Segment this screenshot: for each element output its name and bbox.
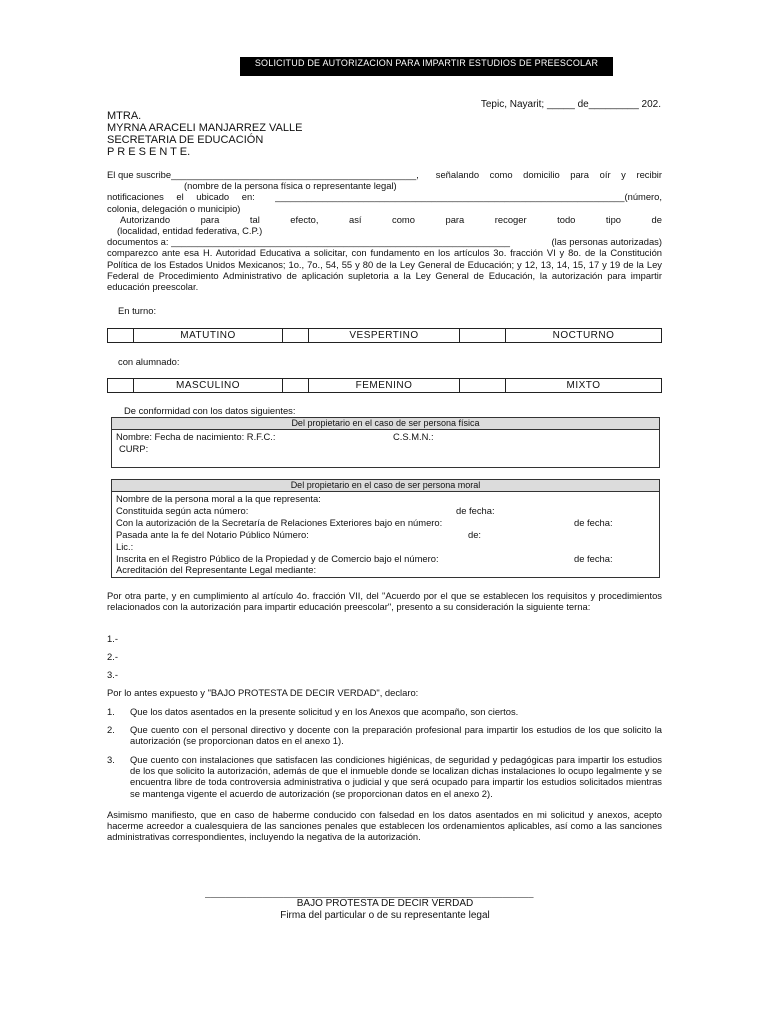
turno-option: VESPERTINO: [309, 329, 460, 343]
intro-paragraph: comparezco ante esa H. Autoridad Educativa a solicitar, con fundamento en los artículos 3o. fracción VI y 8o. de la Constitución Política de los Estados Unidos Mexicanos; 1o., 7o., 54, 55 y 80 de la Ley General de Educación; y 12, 13, 14, 15, 17 y 19 de la Ley Federal de Procedimiento Administrativo de aplicación supletoria a la Ley General de Educación, la autorización para impartir educación preescolar.: [107, 247, 662, 293]
protesta-item: Que cuento con instalaciones que satisfacen las condiciones higiénicas, de seguridad y pedagógicas para impartir los estudios de los que solicito la autorización, además de que el inmueble donde se localizan dichas instalaciones lo ocupo legalmente y se encuentra libre de toda controversia administrativa o judicial y que será ocupado para impartir los estudios solicitados mientras se mantenga vigente el acuerdo de autorización (se proporcionan datos en el anexo 2).: [130, 754, 662, 799]
turno-table: [107, 328, 662, 343]
moral-line: Nombre de la persona moral a la que representa:: [116, 493, 321, 504]
intro-block: [107, 169, 662, 292]
terna-item: 3.-: [107, 669, 118, 680]
terna-item: 1.-: [107, 633, 118, 644]
protesta-num: 2.: [107, 724, 115, 735]
datos-label: De conformidad con los datos siguientes:: [124, 405, 296, 416]
moral-line: de fecha:: [456, 505, 495, 516]
intro-text: notificaciones el ubicado en:: [107, 191, 255, 203]
addressee-line: P R E S E N T E.: [107, 146, 191, 158]
alumnado-label: con alumnado:: [118, 356, 180, 367]
signature-caption: BAJO PROTESTA DE DECIR VERDAD: [296, 898, 474, 909]
moral-line: de fecha:: [574, 553, 613, 564]
intro-text: documentos a:: [107, 236, 169, 248]
intro-text: señalando como domicilio para oír y recibir: [435, 169, 662, 180]
moral-line: Pasada ante la fe del Notario Público Número:: [116, 529, 309, 540]
address-blank[interactable]: ___________________________________________________________________: [275, 191, 625, 203]
intro-line-5: [107, 236, 662, 247]
addressee-line: MTRA.: [107, 110, 142, 122]
moral-line: Con la autorización de la Secretaría de Relaciones Exteriores bajo en número:: [116, 517, 443, 528]
alumnado-checkbox-mixto[interactable]: [460, 379, 506, 393]
moral-line: Lic.:: [116, 541, 134, 552]
addressee: [107, 110, 302, 158]
hint-location: (localidad, entidad federativa, C.P.): [117, 225, 263, 237]
intro-text: Autorizando para tal efecto, así como para recoger todo tipo de: [120, 213, 662, 225]
turno-checkbox-nocturno[interactable]: [460, 329, 506, 343]
terna-item: 2.-: [107, 651, 118, 662]
turno-checkbox-vespertino[interactable]: [283, 329, 309, 343]
protesta-intro: Por lo antes expuesto y "BAJO PROTESTA DE DECIR VERDAD", declaro:: [107, 687, 419, 698]
name-blank[interactable]: _______________________________________________,: [171, 169, 419, 180]
fisica-csmn: C.S.M.N.:: [393, 431, 434, 442]
turno-option: MATUTINO: [134, 329, 283, 343]
protesta-num: 1.: [107, 706, 115, 717]
protesta-item: Que los datos asentados en la presente solicitud y en los Anexos que acompaño, son ciertos.: [130, 706, 519, 717]
protesta-closing: Asimismo manifiesto, que en caso de haberme conducido con falsedad en los datos asentados en mi solicitud y anexos, acepto hacerme acreedor a cualesquiera de las sanciones penales que establecen los ordenamientos aplicables, así como a las sanciones administrativas correspondientes, incluyendo la negativa de la autorización.: [107, 809, 662, 843]
fisica-curp: CURP:: [119, 443, 149, 454]
hint-name: (nombre de la persona física o representante legal): [184, 180, 397, 192]
alumnado-option: MIXTO: [506, 379, 662, 393]
fisica-line-1: Nombre: Fecha de nacimiento: R.F.C.:: [116, 431, 276, 442]
intro-line-1: [107, 169, 662, 180]
signature-caption: Firma del particular o de su representante legal: [280, 910, 490, 921]
signature-line[interactable]: _______________________________________________________________: [205, 887, 534, 898]
alumnado-checkbox-femenino[interactable]: [283, 379, 309, 393]
alumnado-option: MASCULINO: [134, 379, 283, 393]
persona-fisica-box: [111, 417, 660, 468]
persona-moral-box: [111, 479, 660, 578]
moral-line: Constituida según acta número:: [116, 505, 249, 516]
addressee-line: MYRNA ARACELI MANJARREZ VALLE: [107, 122, 303, 134]
alumnado-checkbox-masculino[interactable]: [108, 379, 134, 393]
authorized-blank[interactable]: _________________________________________________________________: [171, 236, 511, 248]
form-title: SOLICITUD DE AUTORIZACION PARA IMPARTIR ESTUDIOS DE PREESCOLAR: [240, 57, 613, 76]
moral-line: Inscrita en el Registro Público de la Propiedad y de Comercio bajo el número:: [116, 553, 439, 564]
terna-intro: Por otra parte, y en cumplimiento al artículo 4o. fracción VII, del "Acuerdo por el que se establecen los requisitos y procedimientos relacionados con la autorización para impartir educación preescolar", presento a su consideración la siguiente terna:: [107, 590, 662, 613]
persona-moral-title: Del propietario en el caso de ser persona moral: [112, 480, 659, 492]
alumnado-table: [107, 378, 662, 393]
alumnado-option: FEMENINO: [309, 379, 460, 393]
moral-line: Acreditación del Representante Legal mediante:: [116, 564, 317, 575]
intro-text: El que suscribe: [107, 169, 172, 180]
intro-text: (número,: [624, 191, 662, 203]
moral-line: de fecha:: [574, 517, 613, 528]
protesta-item: Que cuento con el personal directivo y docente con la preparación profesional para impartir los estudios de los que solicito la autorización (se proporcionan datos en el anexo 1).: [130, 724, 662, 747]
turno-checkbox-matutino[interactable]: [108, 329, 134, 343]
addressee-line: SECRETARIA DE EDUCACIÓN: [107, 134, 264, 146]
place-date: Tepic, Nayarit; _____ de_________ 202.: [480, 99, 661, 110]
turno-label: En turno:: [118, 305, 157, 316]
moral-line: de:: [468, 529, 482, 540]
turno-option: NOCTURNO: [506, 329, 662, 343]
intro-line-2: [107, 191, 662, 202]
protesta-num: 3.: [107, 754, 115, 765]
intro-text: colonia, delegación o municipio): [107, 202, 241, 214]
persona-fisica-title: Del propietario en el caso de ser persona física: [112, 418, 659, 430]
intro-text: (las personas autorizadas): [551, 236, 662, 248]
